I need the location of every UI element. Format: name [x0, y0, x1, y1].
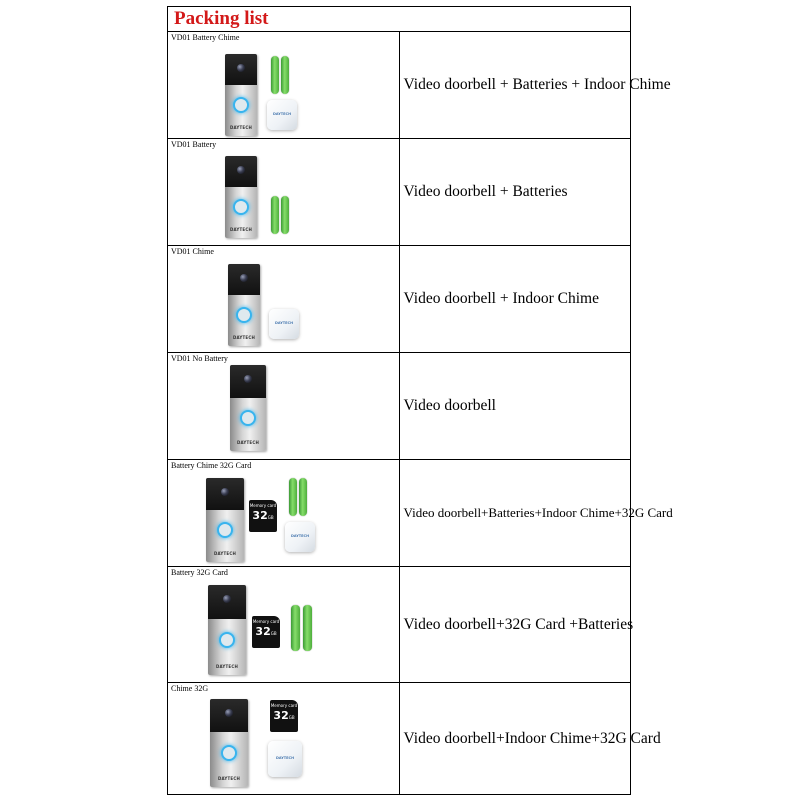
chime-image: DAYTECH [268, 741, 302, 777]
variant-image-cell [168, 139, 400, 246]
product-picture [168, 151, 338, 243]
product-picture [168, 579, 338, 680]
table-row [168, 567, 631, 683]
variant-label: VD01 No Battery [171, 354, 228, 363]
memory-card-image: Memory card 32GB [249, 500, 277, 532]
variant-label: Chime 32G [171, 684, 209, 693]
doorbell-image: DAYTECH [208, 585, 246, 675]
doorbell-image: DAYTECH [210, 699, 248, 787]
table-row [168, 353, 631, 460]
battery-image [281, 56, 289, 94]
memory-card-image: Memory card 32GB [270, 700, 298, 732]
variant-label: VD01 Battery Chime [171, 33, 240, 42]
packing-list-sheet [167, 6, 673, 792]
packing-list-table [167, 6, 673, 795]
variant-image-cell [168, 683, 400, 795]
variant-description: Video doorbell + Indoor Chime [399, 246, 631, 353]
table-row [168, 32, 631, 139]
battery-image [271, 56, 279, 94]
battery-image [303, 605, 312, 651]
variant-label: VD01 Battery [171, 140, 217, 149]
battery-image [291, 605, 300, 651]
battery-image [289, 478, 297, 516]
variant-image-cell [168, 353, 400, 460]
battery-image [271, 196, 279, 234]
memory-card-image: Memory card 32GB [252, 616, 280, 648]
battery-image [299, 478, 307, 516]
table-row [168, 139, 631, 246]
page-title: Packing list [174, 8, 269, 29]
chime-image: DAYTECH [269, 309, 299, 339]
doorbell-image: DAYTECH [225, 54, 257, 136]
battery-image [281, 196, 289, 234]
variant-label: VD01 Chime [171, 247, 214, 256]
variant-image-cell [168, 246, 400, 353]
variant-description: Video doorbell [399, 353, 631, 460]
doorbell-image: DAYTECH [228, 264, 260, 346]
variant-image-cell [168, 32, 400, 139]
variant-description: Video doorbell + Batteries + Indoor Chime [399, 32, 631, 139]
variant-description: Video doorbell+32G Card +Batteries [399, 567, 631, 683]
product-picture [168, 472, 338, 564]
doorbell-image: DAYTECH [225, 156, 257, 238]
product-picture [168, 258, 338, 350]
product-picture [168, 695, 338, 792]
variant-image-cell [168, 567, 400, 683]
variant-description: Video doorbell + Batteries [399, 139, 631, 246]
title-cell [168, 7, 631, 32]
variant-description: Video doorbell+Batteries+Indoor Chime+32G Card [399, 460, 631, 567]
variant-label: Battery Chime 32G Card [171, 461, 252, 470]
table-row [168, 246, 631, 353]
doorbell-image: DAYTECH [206, 478, 244, 562]
variant-description: Video doorbell+Indoor Chime+32G Card [399, 683, 631, 795]
table-row [168, 683, 631, 795]
product-picture [168, 44, 338, 136]
variant-label: Battery 32G Card [171, 568, 228, 577]
chime-image: DAYTECH [267, 100, 297, 130]
chime-image: DAYTECH [285, 522, 315, 552]
product-picture [168, 365, 338, 457]
variant-image-cell [168, 460, 400, 567]
table-row [168, 460, 631, 567]
doorbell-image: DAYTECH [230, 365, 266, 451]
